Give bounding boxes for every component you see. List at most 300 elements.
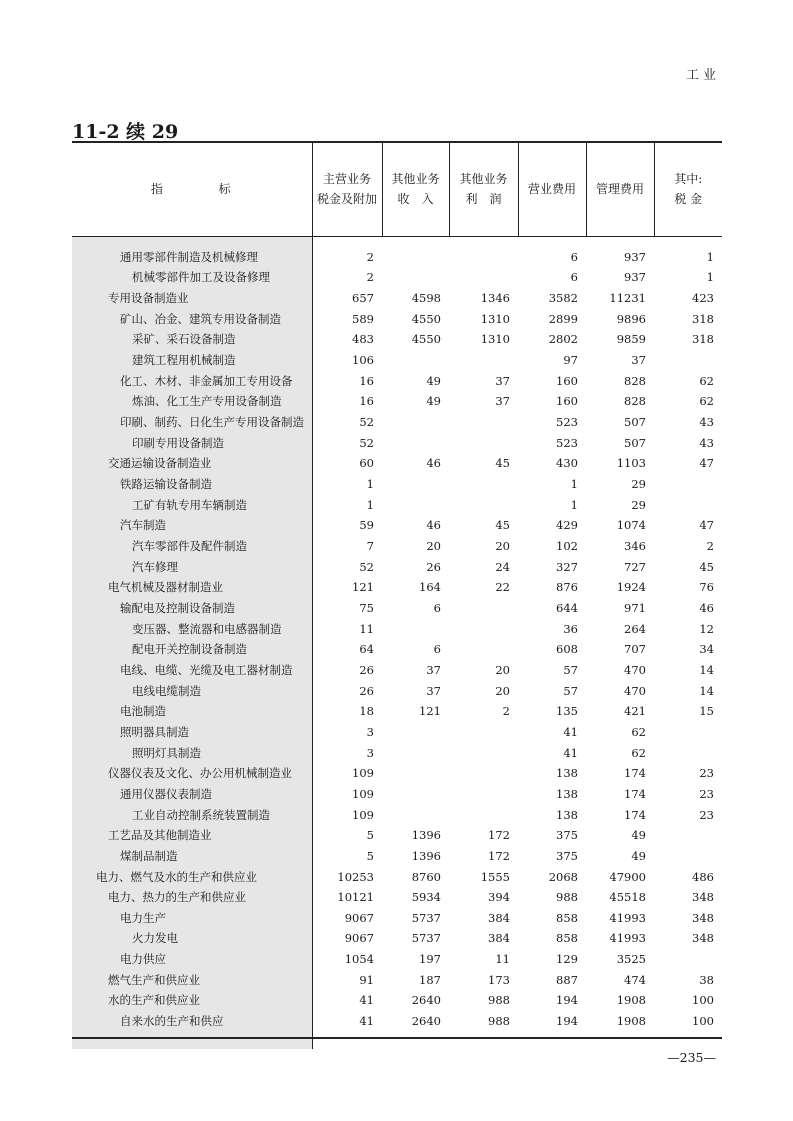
row-value: 375 bbox=[556, 848, 578, 863]
row-value bbox=[449, 350, 518, 371]
row-value: 2640 bbox=[411, 1014, 441, 1029]
row-value: 174 bbox=[624, 766, 646, 781]
row-value: 49 bbox=[426, 373, 441, 388]
row-label: 通用零部件制造及机械修理 bbox=[72, 247, 312, 268]
table-row bbox=[72, 267, 722, 288]
row-value: 29 bbox=[631, 497, 646, 512]
row-value: 37 bbox=[495, 373, 510, 388]
row-value: 1054 bbox=[344, 952, 374, 967]
row-value: 49 bbox=[631, 848, 646, 863]
row-value: 421 bbox=[624, 704, 646, 719]
row-value: 41993 bbox=[609, 910, 646, 925]
row-value: 507 bbox=[624, 435, 646, 450]
column-header-other-business-profit: 其他业务 利 润 bbox=[449, 142, 518, 236]
row-value: 62 bbox=[699, 394, 714, 409]
row-value: 2640 bbox=[411, 993, 441, 1008]
row-value: 327 bbox=[556, 559, 578, 574]
row-value: 394 bbox=[488, 890, 510, 905]
row-value: 1 bbox=[706, 270, 714, 285]
row-label: 汽车制造 bbox=[72, 515, 312, 536]
row-value: 47900 bbox=[609, 869, 646, 884]
row-value: 100 bbox=[692, 993, 714, 1008]
row-value: 644 bbox=[556, 600, 578, 615]
row-value: 57 bbox=[563, 683, 578, 698]
row-value: 174 bbox=[624, 807, 646, 822]
row-value bbox=[382, 804, 449, 825]
row-value: 988 bbox=[488, 1014, 510, 1029]
row-value: 45 bbox=[495, 518, 510, 533]
page-number: —235— bbox=[667, 1050, 716, 1065]
table-row bbox=[72, 247, 722, 268]
row-value: 1103 bbox=[616, 456, 646, 471]
row-value: 109 bbox=[352, 786, 374, 801]
row-value: 46 bbox=[699, 600, 714, 615]
row-value: 1310 bbox=[480, 332, 510, 347]
row-value: 9896 bbox=[616, 311, 646, 326]
row-value: 49 bbox=[631, 828, 646, 843]
row-value: 10121 bbox=[337, 890, 374, 905]
row-value bbox=[449, 639, 518, 660]
table-row bbox=[72, 598, 722, 619]
row-value: 5 bbox=[366, 828, 374, 843]
row-label: 建筑工程用机械制造 bbox=[72, 350, 312, 371]
table-row bbox=[72, 742, 722, 763]
table-row bbox=[72, 350, 722, 371]
row-value: 34 bbox=[699, 642, 714, 657]
row-value: 26 bbox=[359, 662, 374, 677]
row-value: 858 bbox=[556, 931, 578, 946]
table-row bbox=[72, 370, 722, 391]
row-label: 燃气生产和供应业 bbox=[72, 969, 312, 990]
row-value: 174 bbox=[624, 786, 646, 801]
table-row bbox=[72, 494, 722, 515]
row-value: 523 bbox=[556, 435, 578, 450]
row-value bbox=[449, 722, 518, 743]
statistics-table-container bbox=[72, 141, 722, 1049]
row-label: 印刷专用设备制造 bbox=[72, 432, 312, 453]
row-value: 876 bbox=[556, 580, 578, 595]
row-value: 2068 bbox=[548, 869, 578, 884]
row-label: 铁路运输设备制造 bbox=[72, 474, 312, 495]
table-row bbox=[72, 639, 722, 660]
row-value: 1396 bbox=[411, 848, 441, 863]
row-value: 3525 bbox=[616, 952, 646, 967]
row-value: 121 bbox=[419, 704, 441, 719]
row-value: 41 bbox=[359, 1014, 374, 1029]
table-spacer-bottom bbox=[72, 1031, 722, 1049]
table-row bbox=[72, 660, 722, 681]
row-value: 6 bbox=[433, 600, 441, 615]
row-label: 汽车修理 bbox=[72, 556, 312, 577]
table-row bbox=[72, 453, 722, 474]
row-value: 384 bbox=[488, 910, 510, 925]
table-row bbox=[72, 680, 722, 701]
row-value bbox=[382, 494, 449, 515]
row-label: 工业自动控制系统装置制造 bbox=[72, 804, 312, 825]
row-value: 59 bbox=[359, 518, 374, 533]
row-value: 470 bbox=[624, 662, 646, 677]
row-value: 23 bbox=[699, 807, 714, 822]
row-value: 57 bbox=[563, 662, 578, 677]
row-value: 52 bbox=[359, 415, 374, 430]
row-label: 化工、木材、非金属加工专用设备 bbox=[72, 370, 312, 391]
row-value: 1908 bbox=[616, 1014, 646, 1029]
row-value: 937 bbox=[624, 270, 646, 285]
row-value: 37 bbox=[426, 662, 441, 677]
row-value bbox=[449, 763, 518, 784]
row-value bbox=[382, 350, 449, 371]
row-value: 384 bbox=[488, 931, 510, 946]
row-value: 14 bbox=[699, 662, 714, 677]
row-value: 1396 bbox=[411, 828, 441, 843]
table-header-row bbox=[72, 142, 722, 236]
row-value bbox=[449, 804, 518, 825]
row-value: 318 bbox=[692, 332, 714, 347]
row-value: 858 bbox=[556, 910, 578, 925]
table-row bbox=[72, 990, 722, 1011]
row-value: 47 bbox=[699, 518, 714, 533]
row-value: 4550 bbox=[411, 311, 441, 326]
row-value: 138 bbox=[556, 766, 578, 781]
row-value: 8760 bbox=[411, 869, 441, 884]
row-value bbox=[449, 247, 518, 268]
row-value: 172 bbox=[488, 828, 510, 843]
row-value bbox=[382, 474, 449, 495]
row-value: 727 bbox=[624, 559, 646, 574]
row-label: 采矿、采石设备制造 bbox=[72, 329, 312, 350]
row-value: 187 bbox=[419, 972, 441, 987]
row-value: 2 bbox=[706, 539, 714, 554]
row-value: 5737 bbox=[411, 931, 441, 946]
row-value bbox=[382, 618, 449, 639]
row-label: 通用仪器仪表制造 bbox=[72, 784, 312, 805]
row-value: 937 bbox=[624, 249, 646, 264]
row-value: 988 bbox=[556, 890, 578, 905]
row-value: 97 bbox=[563, 353, 578, 368]
row-value: 109 bbox=[352, 807, 374, 822]
row-value: 64 bbox=[359, 642, 374, 657]
row-value: 887 bbox=[556, 972, 578, 987]
row-value: 1908 bbox=[616, 993, 646, 1008]
row-value bbox=[654, 949, 722, 970]
row-value: 2 bbox=[502, 704, 510, 719]
row-value bbox=[654, 474, 722, 495]
row-value: 41 bbox=[563, 724, 578, 739]
row-label: 工艺品及其他制造业 bbox=[72, 825, 312, 846]
table-row bbox=[72, 949, 722, 970]
table-row bbox=[72, 763, 722, 784]
row-value: 5 bbox=[366, 848, 374, 863]
table-row bbox=[72, 1011, 722, 1032]
row-value bbox=[449, 432, 518, 453]
row-value: 22 bbox=[495, 580, 510, 595]
row-value: 26 bbox=[426, 559, 441, 574]
column-header-of-which-tax: 其中: 税 金 bbox=[654, 142, 722, 236]
row-value: 43 bbox=[699, 435, 714, 450]
row-value: 375 bbox=[556, 828, 578, 843]
column-header-admin-expenses: 管理费用 bbox=[586, 142, 654, 236]
row-value: 138 bbox=[556, 807, 578, 822]
row-label: 电力、热力的生产和供应业 bbox=[72, 887, 312, 908]
row-value: 483 bbox=[352, 332, 374, 347]
row-value: 24 bbox=[495, 559, 510, 574]
row-value: 37 bbox=[495, 394, 510, 409]
table-row bbox=[72, 577, 722, 598]
row-value: 20 bbox=[495, 683, 510, 698]
row-value: 828 bbox=[624, 373, 646, 388]
table-row bbox=[72, 908, 722, 929]
row-value: 38 bbox=[699, 972, 714, 987]
row-value bbox=[654, 846, 722, 867]
row-label: 炼油、化工生产专用设备制造 bbox=[72, 391, 312, 412]
row-value: 194 bbox=[556, 1014, 578, 1029]
row-value: 49 bbox=[426, 394, 441, 409]
row-value: 2 bbox=[366, 249, 374, 264]
row-label: 汽车零部件及配件制造 bbox=[72, 536, 312, 557]
row-value: 26 bbox=[359, 683, 374, 698]
row-label: 仪器仪表及文化、办公用机械制造业 bbox=[72, 763, 312, 784]
row-value: 9067 bbox=[344, 931, 374, 946]
table-bottom-rule bbox=[72, 1037, 722, 1039]
row-value: 91 bbox=[359, 972, 374, 987]
row-value bbox=[449, 267, 518, 288]
table-row bbox=[72, 969, 722, 990]
row-value: 1346 bbox=[480, 291, 510, 306]
row-label: 工矿有轨专用车辆制造 bbox=[72, 494, 312, 515]
row-value: 4550 bbox=[411, 332, 441, 347]
row-value: 1 bbox=[570, 477, 578, 492]
row-value bbox=[449, 742, 518, 763]
row-label: 交通运输设备制造业 bbox=[72, 453, 312, 474]
table-row bbox=[72, 329, 722, 350]
row-value: 589 bbox=[352, 311, 374, 326]
row-value: 1 bbox=[706, 249, 714, 264]
row-value: 1555 bbox=[480, 869, 510, 884]
row-value: 37 bbox=[631, 353, 646, 368]
row-value: 1 bbox=[366, 477, 374, 492]
row-value bbox=[449, 618, 518, 639]
row-value bbox=[382, 722, 449, 743]
row-value bbox=[382, 432, 449, 453]
row-label: 变压器、整流器和电感器制造 bbox=[72, 618, 312, 639]
row-value: 348 bbox=[692, 931, 714, 946]
row-value: 5737 bbox=[411, 910, 441, 925]
row-value: 106 bbox=[352, 353, 374, 368]
row-value: 46 bbox=[426, 456, 441, 471]
row-value bbox=[449, 412, 518, 433]
row-value: 430 bbox=[556, 456, 578, 471]
row-value: 75 bbox=[359, 600, 374, 615]
column-header-indicator: 指 标 bbox=[72, 142, 312, 236]
row-value: 62 bbox=[631, 745, 646, 760]
row-label: 输配电及控制设备制造 bbox=[72, 598, 312, 619]
row-value: 20 bbox=[495, 662, 510, 677]
table-row bbox=[72, 432, 722, 453]
row-value: 507 bbox=[624, 415, 646, 430]
table-row bbox=[72, 846, 722, 867]
row-value: 20 bbox=[495, 539, 510, 554]
row-value bbox=[449, 598, 518, 619]
table-row bbox=[72, 701, 722, 722]
statistics-table bbox=[72, 141, 722, 1049]
row-value bbox=[654, 722, 722, 743]
row-value: 5934 bbox=[411, 890, 441, 905]
row-value: 2 bbox=[366, 270, 374, 285]
table-row bbox=[72, 391, 722, 412]
row-value: 138 bbox=[556, 786, 578, 801]
table-row bbox=[72, 308, 722, 329]
row-value: 172 bbox=[488, 848, 510, 863]
table-row bbox=[72, 887, 722, 908]
row-value: 4598 bbox=[411, 291, 441, 306]
row-label: 水的生产和供应业 bbox=[72, 990, 312, 1011]
row-value: 43 bbox=[699, 415, 714, 430]
table-row bbox=[72, 536, 722, 557]
row-value: 348 bbox=[692, 910, 714, 925]
row-value: 6 bbox=[570, 270, 578, 285]
row-value: 52 bbox=[359, 559, 374, 574]
row-value: 2899 bbox=[548, 311, 578, 326]
row-value: 47 bbox=[699, 456, 714, 471]
row-value: 608 bbox=[556, 642, 578, 657]
table-row bbox=[72, 556, 722, 577]
column-header-main-business-tax: 主营业务 税金及附加 bbox=[312, 142, 382, 236]
row-value: 9859 bbox=[616, 332, 646, 347]
row-value: 3582 bbox=[548, 291, 578, 306]
row-value: 988 bbox=[488, 993, 510, 1008]
row-value: 474 bbox=[624, 972, 646, 987]
row-value: 423 bbox=[692, 291, 714, 306]
row-value: 1 bbox=[570, 497, 578, 512]
row-value: 76 bbox=[699, 580, 714, 595]
row-value: 6 bbox=[433, 642, 441, 657]
row-value bbox=[382, 742, 449, 763]
column-header-operating-expenses: 营业费用 bbox=[518, 142, 586, 236]
row-value: 109 bbox=[352, 766, 374, 781]
row-value: 828 bbox=[624, 394, 646, 409]
row-value: 657 bbox=[352, 291, 374, 306]
row-value: 100 bbox=[692, 1014, 714, 1029]
row-label: 照明灯具制造 bbox=[72, 742, 312, 763]
row-value bbox=[449, 494, 518, 515]
row-value: 197 bbox=[419, 952, 441, 967]
row-label: 煤制品制造 bbox=[72, 846, 312, 867]
row-value bbox=[382, 247, 449, 268]
row-value: 20 bbox=[426, 539, 441, 554]
row-label: 电池制造 bbox=[72, 701, 312, 722]
row-value: 36 bbox=[563, 621, 578, 636]
row-value: 6 bbox=[570, 249, 578, 264]
row-value: 9067 bbox=[344, 910, 374, 925]
row-value: 23 bbox=[699, 766, 714, 781]
row-label: 电线电缆制造 bbox=[72, 680, 312, 701]
row-value: 318 bbox=[692, 311, 714, 326]
table-row bbox=[72, 784, 722, 805]
row-value: 1 bbox=[366, 497, 374, 512]
row-value: 121 bbox=[352, 580, 374, 595]
row-label: 配电开关控制设备制造 bbox=[72, 639, 312, 660]
row-value bbox=[654, 350, 722, 371]
row-value: 10253 bbox=[337, 869, 374, 884]
row-value: 41993 bbox=[609, 931, 646, 946]
row-value: 3 bbox=[366, 745, 374, 760]
row-label: 电力生产 bbox=[72, 908, 312, 929]
section-label: 工业 bbox=[685, 68, 720, 83]
row-value: 46 bbox=[426, 518, 441, 533]
row-value: 971 bbox=[624, 600, 646, 615]
row-value: 3 bbox=[366, 724, 374, 739]
row-value bbox=[382, 763, 449, 784]
table-row bbox=[72, 825, 722, 846]
table-row bbox=[72, 928, 722, 949]
row-value: 60 bbox=[359, 456, 374, 471]
row-label: 电气机械及器材制造业 bbox=[72, 577, 312, 598]
row-value: 164 bbox=[419, 580, 441, 595]
row-label: 印刷、制药、日化生产专用设备制造 bbox=[72, 412, 312, 433]
row-value: 523 bbox=[556, 415, 578, 430]
row-value bbox=[654, 742, 722, 763]
row-value: 346 bbox=[624, 539, 646, 554]
row-label: 电力供应 bbox=[72, 949, 312, 970]
row-value: 29 bbox=[631, 477, 646, 492]
row-value: 11 bbox=[495, 952, 510, 967]
row-value: 7 bbox=[366, 539, 374, 554]
table-row bbox=[72, 515, 722, 536]
row-value: 41 bbox=[359, 993, 374, 1008]
row-value: 1310 bbox=[480, 311, 510, 326]
row-value: 429 bbox=[556, 518, 578, 533]
row-value: 62 bbox=[631, 724, 646, 739]
table-row bbox=[72, 866, 722, 887]
table-spacer-top bbox=[72, 236, 722, 247]
row-value: 16 bbox=[359, 373, 374, 388]
row-value: 45 bbox=[495, 456, 510, 471]
row-label: 矿山、冶金、建筑专用设备制造 bbox=[72, 308, 312, 329]
row-value: 470 bbox=[624, 683, 646, 698]
row-value: 11231 bbox=[609, 291, 646, 306]
row-value bbox=[654, 494, 722, 515]
row-value: 135 bbox=[556, 704, 578, 719]
row-label: 火力发电 bbox=[72, 928, 312, 949]
row-value: 486 bbox=[692, 869, 714, 884]
row-value: 11 bbox=[359, 621, 374, 636]
row-value: 14 bbox=[699, 683, 714, 698]
row-value: 707 bbox=[624, 642, 646, 657]
row-label: 照明器具制造 bbox=[72, 722, 312, 743]
row-value: 129 bbox=[556, 952, 578, 967]
row-value: 16 bbox=[359, 394, 374, 409]
column-header-other-business-income: 其他业务 收 入 bbox=[382, 142, 449, 236]
row-value bbox=[654, 825, 722, 846]
row-value: 1924 bbox=[616, 580, 646, 595]
row-value: 160 bbox=[556, 373, 578, 388]
row-value: 160 bbox=[556, 394, 578, 409]
table-row bbox=[72, 722, 722, 743]
row-value: 1074 bbox=[616, 518, 646, 533]
row-value: 62 bbox=[699, 373, 714, 388]
row-value bbox=[382, 784, 449, 805]
row-value: 23 bbox=[699, 786, 714, 801]
row-value: 18 bbox=[359, 704, 374, 719]
row-label: 电线、电缆、光缆及电工器材制造 bbox=[72, 660, 312, 681]
row-value bbox=[449, 474, 518, 495]
row-value: 102 bbox=[556, 539, 578, 554]
row-value: 52 bbox=[359, 435, 374, 450]
row-label: 专用设备制造业 bbox=[72, 288, 312, 309]
table-body bbox=[72, 236, 722, 1049]
row-label: 机械零部件加工及设备修理 bbox=[72, 267, 312, 288]
table-row bbox=[72, 618, 722, 639]
